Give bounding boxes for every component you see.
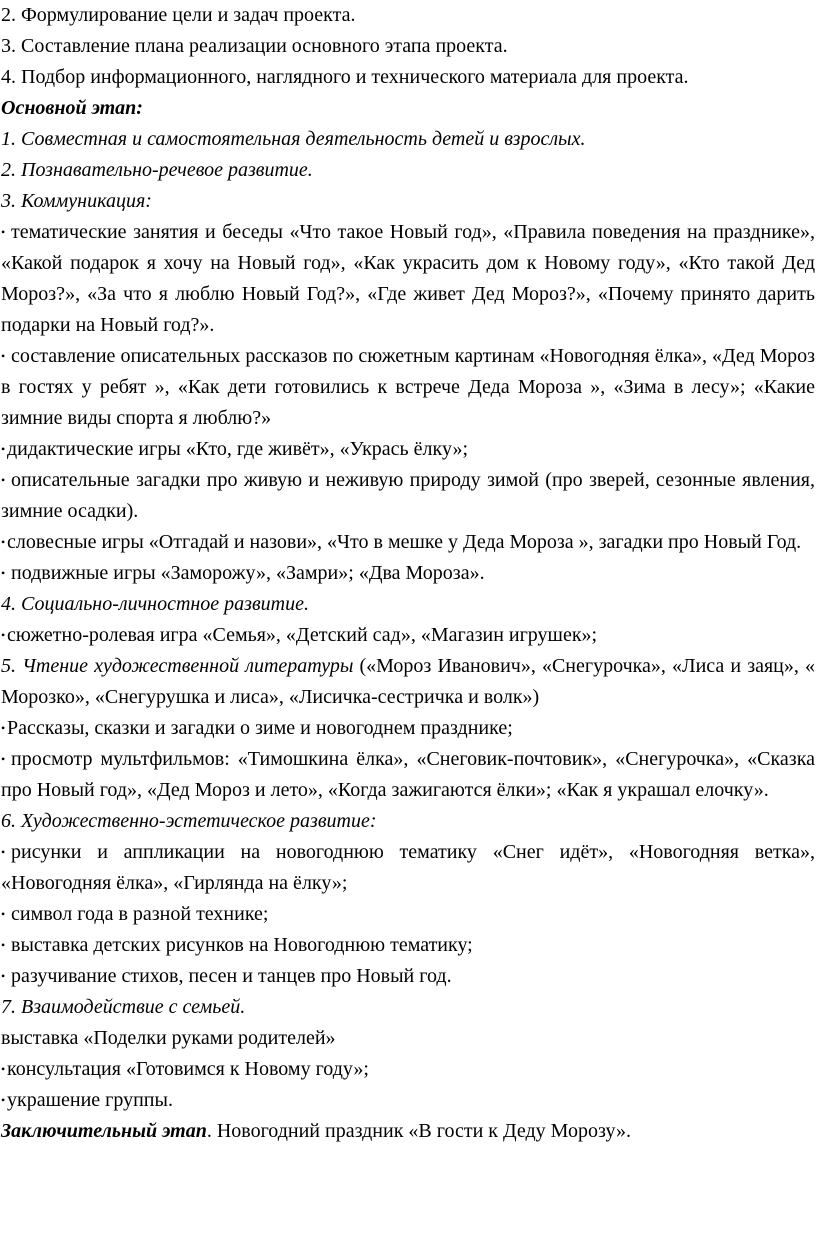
bullet-text: тематические занятия и беседы «Что такое Новый год», «Правила поведения на празднике», «Какой подарок я хочу на Новый год», «Как украсить дом к Новому году», «Кто такой Дед Мороз?», «За что я люблю Новый Год?», «Где живет Дед Мороз?», «Почему принято дарить подарки на Новый год?». [1, 221, 815, 336]
bullet-icon: • [1, 1093, 6, 1107]
art-bullet-1 [1, 837, 815, 899]
bullet-text: просмотр мультфильмов: «Тимошкина ёлка», «Снеговик-почтовик», «Снегурочка», «Сказка про Новый год», «Дед Мороз и лето», «Когда зажигаются ёлки»; «Как я украшал елочку». [1, 748, 815, 801]
intro-item-4: 4. Подбор информационного, наглядного и технического материала для проекта. [1, 66, 689, 88]
intro-item-2: 2. Формулирование цели и задач проекта. [1, 4, 356, 26]
communication-bullet-2 [1, 341, 815, 434]
main-stage-item-1: 1. Совместная и самостоятельная деятельность детей и взрослых. [1, 128, 586, 150]
main-stage-heading: Основной этап: [1, 97, 143, 119]
family-bullet-2 [1, 1085, 815, 1116]
bullet-icon: • [1, 566, 6, 580]
main-stage-item-6: 6. Художественно-эстетическое развитие: [1, 810, 377, 832]
bullet-text: символ года в разной технике; [11, 903, 269, 925]
communication-bullet-5 [1, 527, 815, 558]
bullet-text: выставка детских рисунков на Новогоднюю тематику; [11, 934, 473, 956]
bullet-icon: • [1, 473, 6, 487]
communication-bullet-3 [1, 434, 815, 465]
family-exhibition: выставка «Поделки руками родителей» [1, 1027, 336, 1049]
bullet-text: описательные загадки про живую и неживую природу зимой (про зверей, сезонные явления, зимние осадки). [1, 469, 815, 522]
final-stage-heading: Заключительный этап [1, 1120, 207, 1142]
bullet-icon: • [1, 349, 6, 363]
art-bullet-3 [1, 930, 815, 961]
bullet-icon: • [1, 628, 6, 642]
main-stage-item-3: 3. Коммуникация: [1, 190, 152, 212]
reading-label: 5. Чтение художественной литературы [1, 655, 354, 677]
bullet-icon: • [1, 225, 6, 239]
main-stage-item-2: 2. Познавательно-речевое развитие. [1, 159, 313, 181]
bullet-icon: • [1, 969, 6, 983]
art-bullet-2 [1, 899, 815, 930]
art-bullet-4 [1, 961, 815, 992]
bullet-icon: • [1, 721, 6, 735]
bullet-text: дидактические игры «Кто, где живёт», «Укрась ёлку»; [7, 438, 469, 460]
family-bullet-1 [1, 1054, 815, 1085]
bullet-text: Рассказы, сказки и загадки о зиме и новогоднем празднике; [7, 717, 513, 739]
bullet-text: рисунки и аппликации на новогоднюю тематику «Снег идёт», «Новогодняя ветка», «Новогодняя ёлка», «Гирлянда на ёлку»; [1, 841, 815, 894]
bullet-text: словесные игры «Отгадай и назови», «Что в мешке у Деда Мороза », загадки про Новый Год. [7, 531, 802, 553]
communication-bullet-4 [1, 465, 815, 527]
final-stage [1, 1116, 815, 1147]
reading-list: («Мороз Иванович», «Снегурочка», «Лиса и заяц», « Морозко», «Снегурушка и лиса», «Лисичка-сестричка и волк») [1, 655, 815, 708]
bullet-text: украшение группы. [7, 1089, 173, 1111]
bullet-icon: • [1, 845, 6, 859]
main-stage-item-5 [1, 651, 815, 713]
bullet-text: составление описательных рассказов по сюжетным картинам «Новогодняя ёлка», «Дед Мороз в гостях у ребят », «Как дети готовились к встрече Деда Мороза », «Зима в лесу»; «Какие зимние виды спорта я люблю?» [1, 345, 815, 429]
final-stage-text: . Новогодний праздник «В гости к Деду Морозу». [206, 1120, 631, 1142]
bullet-icon: • [1, 442, 6, 456]
bullet-text: разучивание стихов, песен и танцев про Новый год. [11, 965, 452, 987]
bullet-icon: • [1, 938, 6, 952]
communication-bullet-6 [1, 558, 815, 589]
bullet-icon: • [1, 752, 6, 766]
bullet-icon: • [1, 1062, 6, 1076]
reading-bullet-1 [1, 713, 815, 744]
main-stage-item-7: 7. Взаимодействие с семьей. [1, 996, 246, 1018]
bullet-text: консультация «Готовимся к Новому году»; [7, 1058, 369, 1080]
bullet-icon: • [1, 535, 6, 549]
intro-item-3: 3. Составление плана реализации основного этапа проекта. [1, 35, 508, 57]
bullet-text: подвижные игры «Заморожу», «Замри»; «Два Мороза». [11, 562, 485, 584]
main-stage-item-4: 4. Социально-личностное развитие. [1, 593, 309, 615]
communication-bullet-1 [1, 217, 815, 341]
social-bullet-1 [1, 620, 815, 651]
reading-bullet-2 [1, 744, 815, 806]
bullet-icon: • [1, 907, 6, 921]
bullet-text: сюжетно-ролевая игра «Семья», «Детский сад», «Магазин игрушек»; [7, 624, 598, 646]
